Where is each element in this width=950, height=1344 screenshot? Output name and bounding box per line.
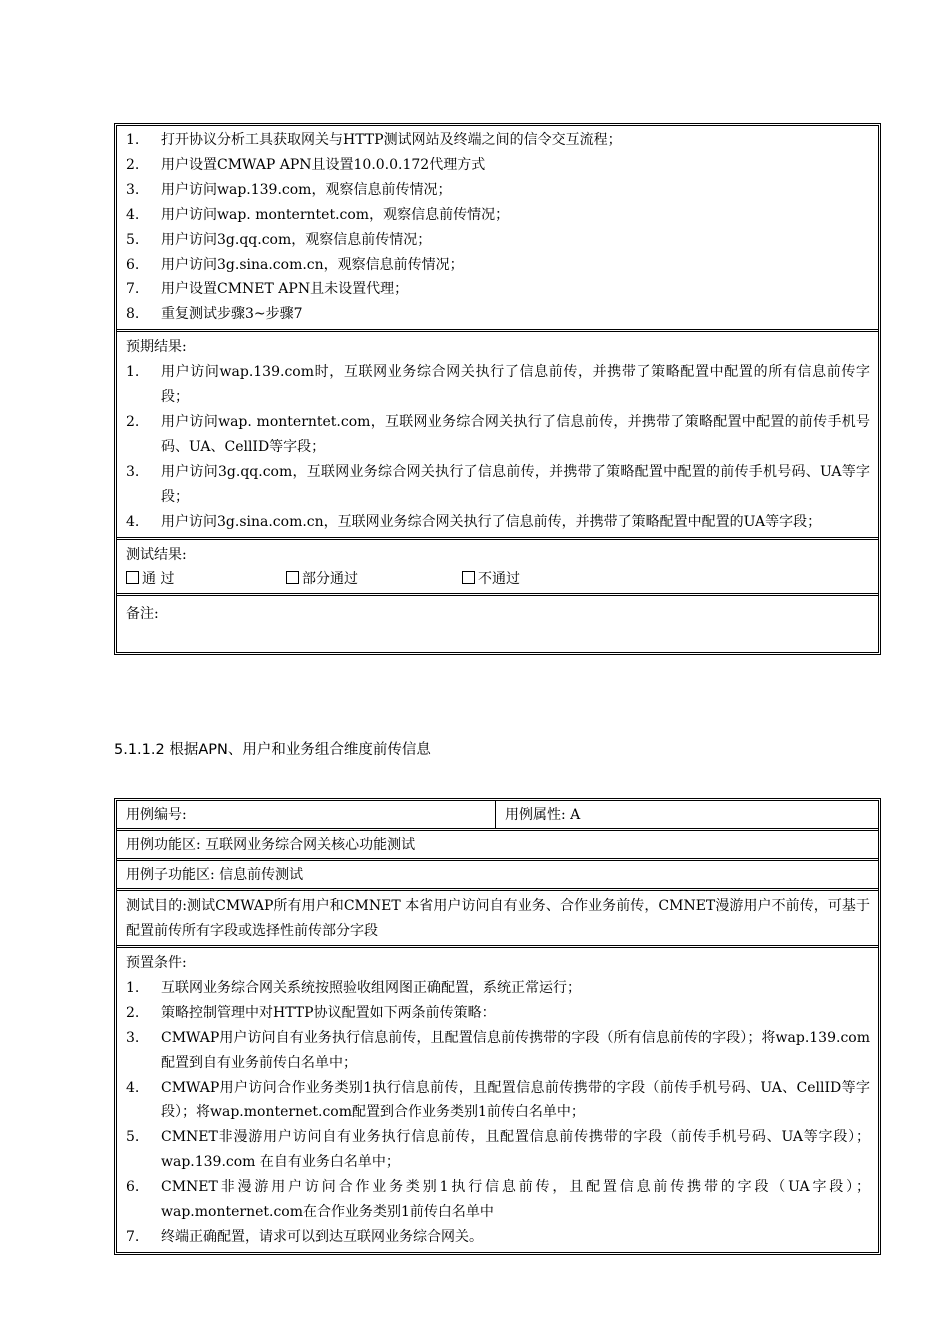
sub-func-area-row bbox=[117, 858, 878, 888]
item-text: CMNET非漫游用户访问自有业务执行信息前传，且配置信息前传携带的字段（前传手机号码、UA等字段）；wap.139.com 在自有业务白名单中； bbox=[161, 1129, 870, 1171]
checkbox-icon bbox=[462, 571, 475, 584]
preconditions-label: 预置条件: bbox=[126, 955, 187, 971]
item-number: 2. bbox=[126, 413, 140, 430]
precondition-item bbox=[126, 976, 870, 1001]
item-text: 用户访问3g.sina.com.cn，互联网业务综合网关执行了信息前传，并携带了策略配置中配置的UA等字段； bbox=[161, 513, 822, 530]
item-text: 用户访问wap. monterntet.com，互联网业务综合网关执行了信息前传，并携带了策略配置中配置的前传手机号码、UA、CellID等字段； bbox=[161, 413, 870, 455]
result-option-fail[interactable] bbox=[462, 567, 520, 591]
result-option-pass[interactable] bbox=[126, 567, 286, 591]
expected-results-section bbox=[117, 329, 878, 536]
expected-result-item bbox=[126, 410, 870, 460]
item-text: 用户设置CMWAP APN且设置10.0.0.172代理方式 bbox=[161, 156, 486, 173]
remark-section bbox=[117, 593, 878, 652]
item-number: 6. bbox=[126, 1179, 140, 1196]
result-option-label: 部分通过 bbox=[302, 571, 358, 588]
purpose-text: 测试目的:测试CMWAP所有用户和CMNET 本省用户访问自有业务、合作业务前传，CMNET漫游用户不前传，可基于配置前传所有字段或选择性前传部分字段 bbox=[126, 898, 870, 939]
expected-result-item bbox=[126, 460, 870, 510]
case-attribute: 用例属性: A bbox=[505, 807, 581, 823]
case-header-row bbox=[117, 801, 878, 828]
precondition-item bbox=[126, 1125, 870, 1175]
preconditions-list bbox=[126, 976, 870, 1250]
item-text: 用户访问3g.sina.com.cn，观察信息前传情况； bbox=[161, 256, 464, 273]
test-step-item bbox=[126, 153, 870, 178]
item-text: CMNET非漫游用户访问合作业务类别1执行信息前传，且配置信息前传携带的字段（UA字段）；wap.monternet.com在合作业务类别1前传白名单中 bbox=[161, 1179, 870, 1221]
test-result-label: 测试结果: bbox=[126, 546, 187, 563]
func-area-text: 用例功能区: 互联网业务综合网关核心功能测试 bbox=[126, 837, 416, 853]
test-step-item bbox=[126, 128, 870, 153]
precondition-item bbox=[126, 1225, 870, 1250]
item-number: 4. bbox=[126, 513, 140, 530]
test-step-item bbox=[126, 178, 870, 203]
test-result-section bbox=[117, 537, 878, 594]
item-number: 3. bbox=[126, 181, 140, 198]
expected-results-label: 预期结果: bbox=[126, 339, 187, 356]
precondition-item bbox=[126, 1076, 870, 1126]
item-text: 重复测试步骤3~步骤7 bbox=[161, 306, 303, 323]
expected-result-item bbox=[126, 360, 870, 410]
test-step-item bbox=[126, 302, 870, 327]
item-number: 5. bbox=[126, 1129, 140, 1146]
test-case-table-1 bbox=[114, 123, 881, 655]
test-case-table-2 bbox=[114, 798, 881, 1255]
test-step-item bbox=[126, 203, 870, 228]
item-number: 3. bbox=[126, 1029, 140, 1046]
section-heading: 5.1.1.2 根据APN、用户和业务组合维度前传信息 bbox=[114, 742, 431, 758]
item-number: 2. bbox=[126, 1004, 140, 1021]
item-number: 5. bbox=[126, 231, 140, 248]
item-text: 用户访问3g.qq.com，观察信息前传情况； bbox=[161, 231, 432, 248]
item-text: 用户访问wap. monterntet.com，观察信息前传情况； bbox=[161, 206, 510, 223]
test-step-item bbox=[126, 277, 870, 302]
expected-results-list bbox=[126, 360, 870, 534]
expected-result-item bbox=[126, 510, 870, 535]
preconditions-section bbox=[117, 945, 878, 1252]
test-result-options bbox=[126, 567, 870, 591]
result-option-partial[interactable] bbox=[286, 567, 462, 591]
item-text: 打开协议分析工具获取网关与HTTP测试网站及终端之间的信令交互流程； bbox=[161, 132, 622, 148]
func-area-row bbox=[117, 828, 878, 858]
purpose-row bbox=[117, 888, 878, 945]
item-number: 7. bbox=[126, 1228, 140, 1245]
case-id-label: 用例编号: bbox=[117, 801, 496, 828]
item-number: 1. bbox=[126, 132, 140, 148]
item-number: 3. bbox=[126, 463, 140, 480]
item-number: 2. bbox=[126, 156, 140, 173]
test-step-item bbox=[126, 228, 870, 253]
precondition-item bbox=[126, 1026, 870, 1076]
result-option-label: 不通过 bbox=[478, 571, 520, 588]
test-steps-list bbox=[126, 128, 870, 327]
item-text: 策略控制管理中对HTTP协议配置如下两条前传策略： bbox=[161, 1004, 496, 1021]
test-steps-section bbox=[117, 126, 878, 329]
checkbox-icon bbox=[286, 571, 299, 584]
item-text: 终端正确配置，请求可以到达互联网业务综合网关。 bbox=[161, 1228, 483, 1245]
item-number: 4. bbox=[126, 1079, 140, 1096]
item-text: CMWAP用户访问自有业务执行信息前传，且配置信息前传携带的字段（所有信息前传的字段）；将wap.139.com配置到自有业务前传白名单中； bbox=[161, 1029, 870, 1071]
test-step-item bbox=[126, 253, 870, 278]
item-text: CMWAP用户访问合作业务类别1执行信息前传，且配置信息前传携带的字段（前传手机号码、UA、CellID等字段）；将wap.monternet.com配置到合作业务类别1前传白名单中； bbox=[161, 1079, 870, 1121]
item-text: 互联网业务综合网关系统按照验收组网图正确配置，系统正常运行； bbox=[161, 979, 581, 996]
precondition-item bbox=[126, 1175, 870, 1225]
checkbox-icon bbox=[126, 571, 139, 584]
item-number: 4. bbox=[126, 206, 140, 223]
result-option-label: 通 过 bbox=[142, 571, 175, 588]
precondition-item bbox=[126, 1001, 870, 1026]
remark-label: 备注: bbox=[126, 606, 159, 623]
item-text: 用户访问wap.139.com时，互联网业务综合网关执行了信息前传，并携带了策略配置中配置的所有信息前传字段； bbox=[161, 364, 870, 406]
item-text: 用户设置CMNET APN且未设置代理； bbox=[161, 281, 409, 298]
item-number: 1. bbox=[126, 979, 140, 996]
item-number: 8. bbox=[126, 306, 140, 323]
item-text: 用户访问wap.139.com，观察信息前传情况； bbox=[161, 181, 452, 198]
sub-func-area-text: 用例子功能区: 信息前传测试 bbox=[126, 867, 304, 883]
item-number: 6. bbox=[126, 256, 140, 273]
item-number: 1. bbox=[126, 364, 140, 381]
item-text: 用户访问3g.qq.com，互联网业务综合网关执行了信息前传，并携带了策略配置中配置的前传手机号码、UA等字段； bbox=[161, 463, 870, 505]
item-number: 7. bbox=[126, 281, 140, 298]
